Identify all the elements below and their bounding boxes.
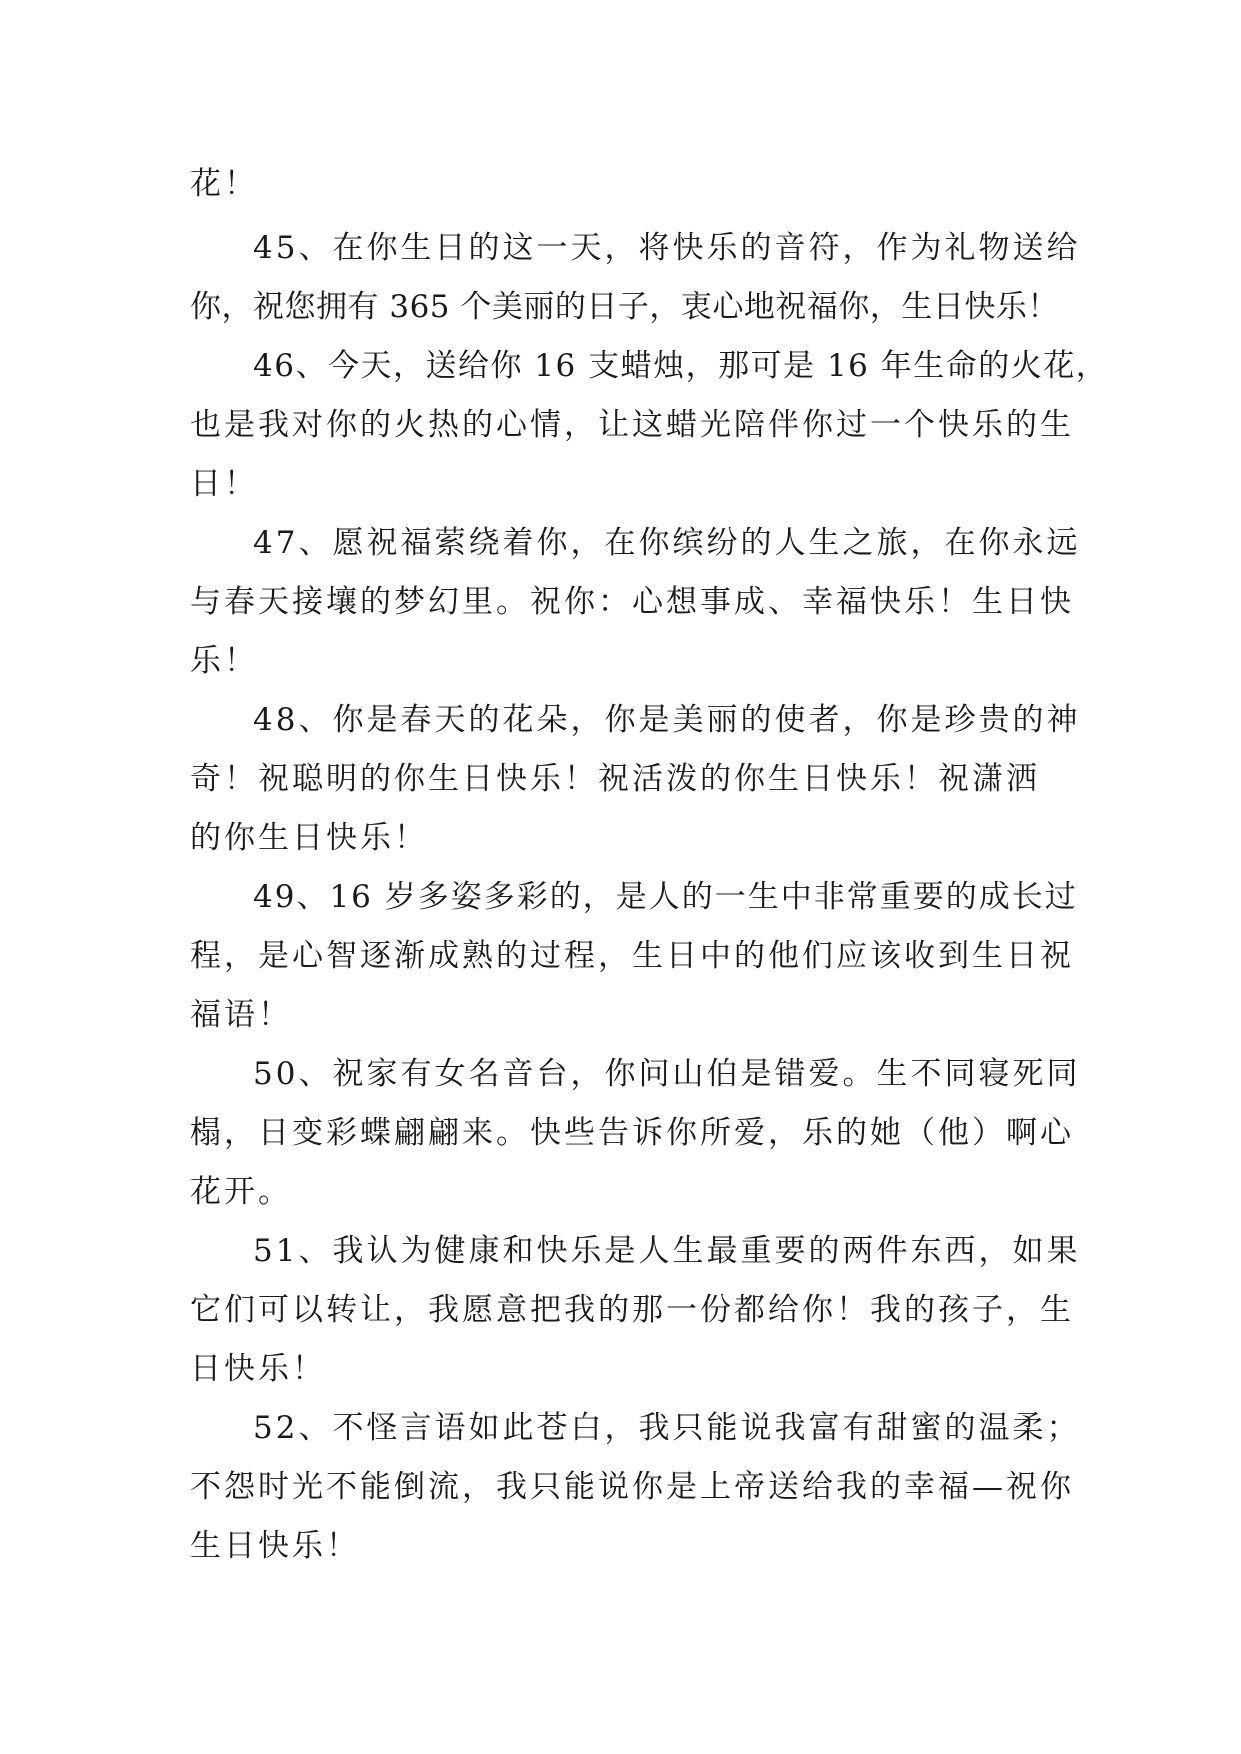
text-line: 与春天接壤的梦幻里。祝你：心想事成、幸福快乐！生日快 <box>190 584 1074 620</box>
text-line: 花开。 <box>190 1174 292 1210</box>
text-line: 49、16 岁多姿多彩的，是人的一生中非常重要的成长过 <box>253 879 1078 915</box>
text-line: 51、我认为健康和快乐是人生最重要的两件东西，如果 <box>253 1233 1081 1269</box>
text-line: 奇！祝聪明的你生日快乐！祝活泼的你生日快乐！祝潇洒 <box>190 761 1040 797</box>
text-line: 它们可以转让，我愿意把我的那一份都给你！我的孩子，生 <box>190 1292 1074 1328</box>
text-line: 的你生日快乐！ <box>190 820 428 856</box>
text-line: 你，祝您拥有 365 个美丽的日子，衷心地祝福你，生日快乐！ <box>190 289 1059 325</box>
text-line: 52、不怪言语如此苍白，我只能说我富有甜蜜的温柔； <box>253 1410 1081 1446</box>
text-line: 50、祝家有女名音台，你问山伯是错爱。生不同寝死同 <box>253 1056 1081 1092</box>
text-line: 榻，日变彩蝶翩翩来。快些告诉你所爱，乐的她（他）啊心 <box>190 1115 1074 1151</box>
text-line: 47、愿祝福萦绕着你，在你缤纷的人生之旅，在你永远 <box>253 525 1081 561</box>
text-line: 福语！ <box>190 997 292 1033</box>
text-line: 也是我对你的火热的心情，让这蜡光陪伴你过一个快乐的生 <box>190 407 1074 443</box>
text-line: 日！ <box>190 466 258 502</box>
text-line: 生日快乐！ <box>190 1528 360 1564</box>
text-line: 花！ <box>190 166 258 202</box>
text-line: 日快乐！ <box>190 1351 326 1387</box>
text-line: 45、在你生日的这一天，将快乐的音符，作为礼物送给 <box>253 230 1081 266</box>
text-line: 46、今天，送给你 16 支蜡烛，那可是 16 年生命的火花， <box>253 348 1109 384</box>
text-line: 48、你是春天的花朵，你是美丽的使者，你是珍贵的神 <box>253 702 1081 738</box>
text-line: 程，是心智逐渐成熟的过程，生日中的他们应该收到生日祝 <box>190 938 1074 974</box>
text-line: 乐！ <box>190 643 258 679</box>
text-line: 不怨时光不能倒流，我只能说你是上帝送给我的幸福—祝你 <box>190 1469 1074 1505</box>
